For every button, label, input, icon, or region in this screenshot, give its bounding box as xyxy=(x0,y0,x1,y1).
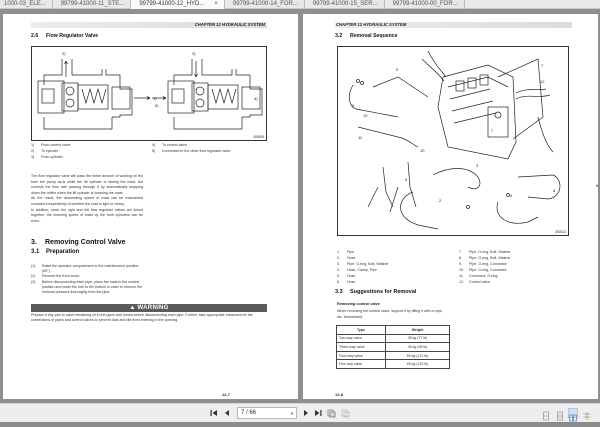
single-page-icon[interactable] xyxy=(541,408,551,418)
callout-8b: 8 xyxy=(553,188,556,193)
section-heading-3-2 xyxy=(335,33,398,39)
table-cell: Two-way valve xyxy=(337,334,386,343)
callout-1: 1) xyxy=(153,96,157,101)
legend-text: From control valve xyxy=(41,143,71,147)
paragraph-1: The flow regulator valve will pass the entire amount of working oil fed from the pump as-is while the lift cylinder is raising the mast, but controls the flow rate passing through it by automatically stopping down the orifice when the lift cylinder is lowering the mast. xyxy=(31,174,143,195)
legend-num: 3. xyxy=(337,262,340,266)
callout-3: 3) xyxy=(192,51,196,56)
legend-text: Connector, O-ring xyxy=(469,274,498,278)
table-header-row xyxy=(337,326,450,335)
legend-text: Hose xyxy=(347,256,356,260)
callout-9: 9 xyxy=(352,103,355,108)
table-cell: 35 kg (77 lb) xyxy=(386,334,450,343)
sub-text: When removing the control valve, support it by lifting it with a rope, etc. beforehand. xyxy=(337,309,443,319)
warning-triangle-icon: ▲ xyxy=(129,305,136,311)
section-number: 3.2 xyxy=(335,33,343,39)
last-page-icon[interactable] xyxy=(314,409,322,418)
page-12-8 xyxy=(303,14,598,399)
callout-10b: 10 xyxy=(420,148,425,153)
legend-text: Hose xyxy=(347,280,356,284)
tab-for-00[interactable] xyxy=(385,0,465,9)
legend-num: 12. xyxy=(459,280,464,284)
previous-view-icon[interactable] xyxy=(327,409,336,418)
preparation-steps xyxy=(31,264,145,295)
legend-num: 10. xyxy=(459,268,464,272)
tab-hyd[interactable] xyxy=(131,0,225,9)
legend-text: Pipe, O-ring, Connector xyxy=(469,268,507,272)
section-title: Removal Sequence xyxy=(350,33,398,39)
legend-text: Pipe, O-ring, Bolt, Washer xyxy=(469,250,511,254)
step-num: (1) xyxy=(31,264,36,268)
tab-for-14[interactable] xyxy=(225,0,305,9)
legend-num: 9. xyxy=(459,262,462,266)
chapter-header: CHAPTER 12 HYDRAULIC SYSTEM xyxy=(31,22,267,28)
callout-8: 8 xyxy=(596,183,599,188)
table-row xyxy=(337,343,450,352)
legend-num: 11. xyxy=(459,274,464,278)
legend-item xyxy=(31,154,71,160)
figure-id: 300012 xyxy=(555,230,566,234)
page-display: 7 / 66 xyxy=(241,410,257,416)
callout-7-top: 7 xyxy=(541,63,544,68)
table-cell: 65 kg (143 lb) xyxy=(386,360,450,369)
flow-regulator-diagram xyxy=(32,47,266,140)
legend-text: Hose, Clamp, Pipe xyxy=(347,268,377,272)
section-title: Flow Regulator Valve xyxy=(46,33,99,39)
warning-text: Prepare a drip pan to catch remaining oil in the pipes and hoses before disconnecting each pipe. Further, take appropriate measures for the connections of pipes and control valves to prevent dust and dirt from entering in the opening. xyxy=(31,313,253,323)
table-cell: Four-way valve xyxy=(337,351,386,360)
tab-ele[interactable] xyxy=(0,0,53,9)
step-num: (2) xyxy=(31,274,36,279)
navigation-toolbar xyxy=(0,403,600,422)
column-header: Weight xyxy=(386,326,450,335)
legend-num: 6. xyxy=(337,280,340,284)
page-number-select[interactable] xyxy=(237,407,297,419)
callout-4: 4 xyxy=(510,193,513,198)
legend-num: 2. xyxy=(337,256,340,260)
sub-heading: Removing control valve xyxy=(337,302,380,306)
continuous-icon[interactable] xyxy=(555,408,565,418)
table-row xyxy=(337,334,450,343)
callout-5: 5) xyxy=(155,103,159,108)
table-row xyxy=(337,360,450,369)
section-heading-3 xyxy=(31,239,126,246)
two-page-icon[interactable] xyxy=(568,408,578,418)
removal-sequence-figure xyxy=(337,46,599,236)
legend-num: 5) xyxy=(152,149,156,153)
section-heading-3-1 xyxy=(31,249,79,255)
callout-12: 12 xyxy=(540,79,545,84)
step-num: (3) xyxy=(31,279,36,284)
prev-page-icon[interactable] xyxy=(224,409,230,418)
tab-label: 99799-41000-14_FOR... xyxy=(232,0,298,7)
section-heading-3-3 xyxy=(335,289,416,295)
legend-text: Pipe xyxy=(347,250,355,254)
page-number: 12-7 xyxy=(222,392,231,397)
legend-text: Pipe, O-ring, Bolt, Washer xyxy=(469,256,511,260)
section-number: 2.6 xyxy=(31,33,39,39)
step-text: Remove the front cover. xyxy=(42,274,81,279)
callout-7: 7 xyxy=(491,128,494,133)
tab-ste[interactable] xyxy=(53,0,132,9)
legend-text: Control valve xyxy=(469,280,490,284)
legend-num: 5. xyxy=(337,274,340,278)
next-view-icon[interactable] xyxy=(341,409,350,418)
weight-table xyxy=(336,325,450,369)
callout-3: 3 xyxy=(476,163,479,168)
table-cell: Three-way valve xyxy=(337,343,386,352)
legend-num: 4. xyxy=(337,268,340,272)
callout-6: 6 xyxy=(405,177,408,182)
warning-label: WARNING xyxy=(137,305,169,311)
section-number: 3. xyxy=(31,239,37,246)
page-12-7 xyxy=(3,14,298,399)
legend-num: 8. xyxy=(459,256,462,260)
close-tab-icon[interactable]: × xyxy=(214,0,218,7)
callout-4: 4) xyxy=(254,96,258,101)
legend-num: 1) xyxy=(31,143,35,147)
column-header: Type xyxy=(337,326,386,335)
paragraph-2: As the result, the descending speed of mast can be maintained constant irrespectively of whether the load is light or heavy. xyxy=(31,196,143,206)
document-tab-bar xyxy=(0,0,600,9)
tab-label: 99799-41000-15_SER... xyxy=(312,0,378,7)
step-text: Before disconnecting each pipe, place the mast in the neutral position and lower the fork to the bottom in order to remove the residual pressure thoroughly from the pipe. xyxy=(42,279,143,295)
chapter-header: CHAPTER 12 HYDRAULIC SYSTEM xyxy=(335,22,572,28)
figure-legend-right xyxy=(152,142,231,154)
document-viewer[interactable] xyxy=(0,9,600,403)
legend-text: To cylinder xyxy=(41,149,59,153)
legend-text: Pipe, O-ring, Connector xyxy=(469,262,507,266)
tab-label: 99799-41000-12_HYD... xyxy=(139,0,205,7)
callout-2: 2 xyxy=(439,198,442,203)
next-page-icon[interactable] xyxy=(303,409,309,418)
figure-id: 300009 xyxy=(253,135,264,139)
step-item xyxy=(31,280,145,296)
section-title: Suggestions for Removal xyxy=(350,289,417,295)
control-valve-exploded-diagram xyxy=(338,47,599,235)
tab-label: 99799-41000-11_STE... xyxy=(60,0,125,7)
table-cell: 45 kg (99 lb) xyxy=(386,343,450,352)
legend-text: To control valve xyxy=(162,143,187,147)
callout-10: 10 xyxy=(363,113,368,118)
paragraph-3: In addition, since the right and left flow regulator valves are linked together, the lowering speed of mast by the both cylinders can be even. xyxy=(31,207,143,223)
callout-5: 5 xyxy=(396,67,399,72)
page-number: 12-8 xyxy=(335,392,344,397)
step-text: Raise the operator compartment to the maintenance position (60°). xyxy=(42,264,139,274)
legend-num: 7. xyxy=(459,250,462,254)
tab-label: 99799-41000-00_FOR... xyxy=(392,0,458,7)
table-row xyxy=(337,351,450,360)
legend-num: 2) xyxy=(31,149,35,153)
legend-text: Pipe, O-ring, Bolt, Washer xyxy=(347,262,389,266)
tab-ser[interactable] xyxy=(305,0,385,9)
figure-legend-left xyxy=(337,249,389,285)
section-number: 3.1 xyxy=(31,249,40,255)
callout-11: 11 xyxy=(358,135,363,140)
flow-regulator-figure xyxy=(31,46,267,141)
table-cell: Five-way valve xyxy=(337,360,386,369)
legend-num: 4) xyxy=(152,143,156,147)
step-item xyxy=(31,264,145,274)
legend-item xyxy=(152,148,231,154)
section-title: Preparation xyxy=(46,249,80,255)
warning-banner xyxy=(31,304,267,312)
two-page-continuous-icon[interactable] xyxy=(582,408,592,418)
section-title: Removing Control Valve xyxy=(45,239,126,246)
legend-text: From cylinder xyxy=(41,155,63,159)
body-paragraph xyxy=(31,174,143,224)
legend-text: Connected to the other flow regulator valve xyxy=(162,149,231,153)
legend-item xyxy=(337,279,389,285)
tab-label: 1000-03_ELE... xyxy=(4,0,46,7)
legend-num: 1. xyxy=(337,250,340,254)
figure-legend-left xyxy=(31,142,71,160)
legend-num: 3) xyxy=(31,155,35,159)
section-number: 3.3 xyxy=(335,289,343,295)
callout-2: 2) xyxy=(62,51,66,56)
section-heading-2-6 xyxy=(31,33,98,39)
first-page-icon[interactable] xyxy=(210,409,218,418)
dropdown-arrow-icon[interactable]: ▼ xyxy=(290,411,294,416)
figure-legend-right xyxy=(459,249,511,285)
table-cell: 55 kg (121 lb) xyxy=(386,351,450,360)
legend-text: Hose xyxy=(347,274,356,278)
legend-item xyxy=(459,279,511,285)
